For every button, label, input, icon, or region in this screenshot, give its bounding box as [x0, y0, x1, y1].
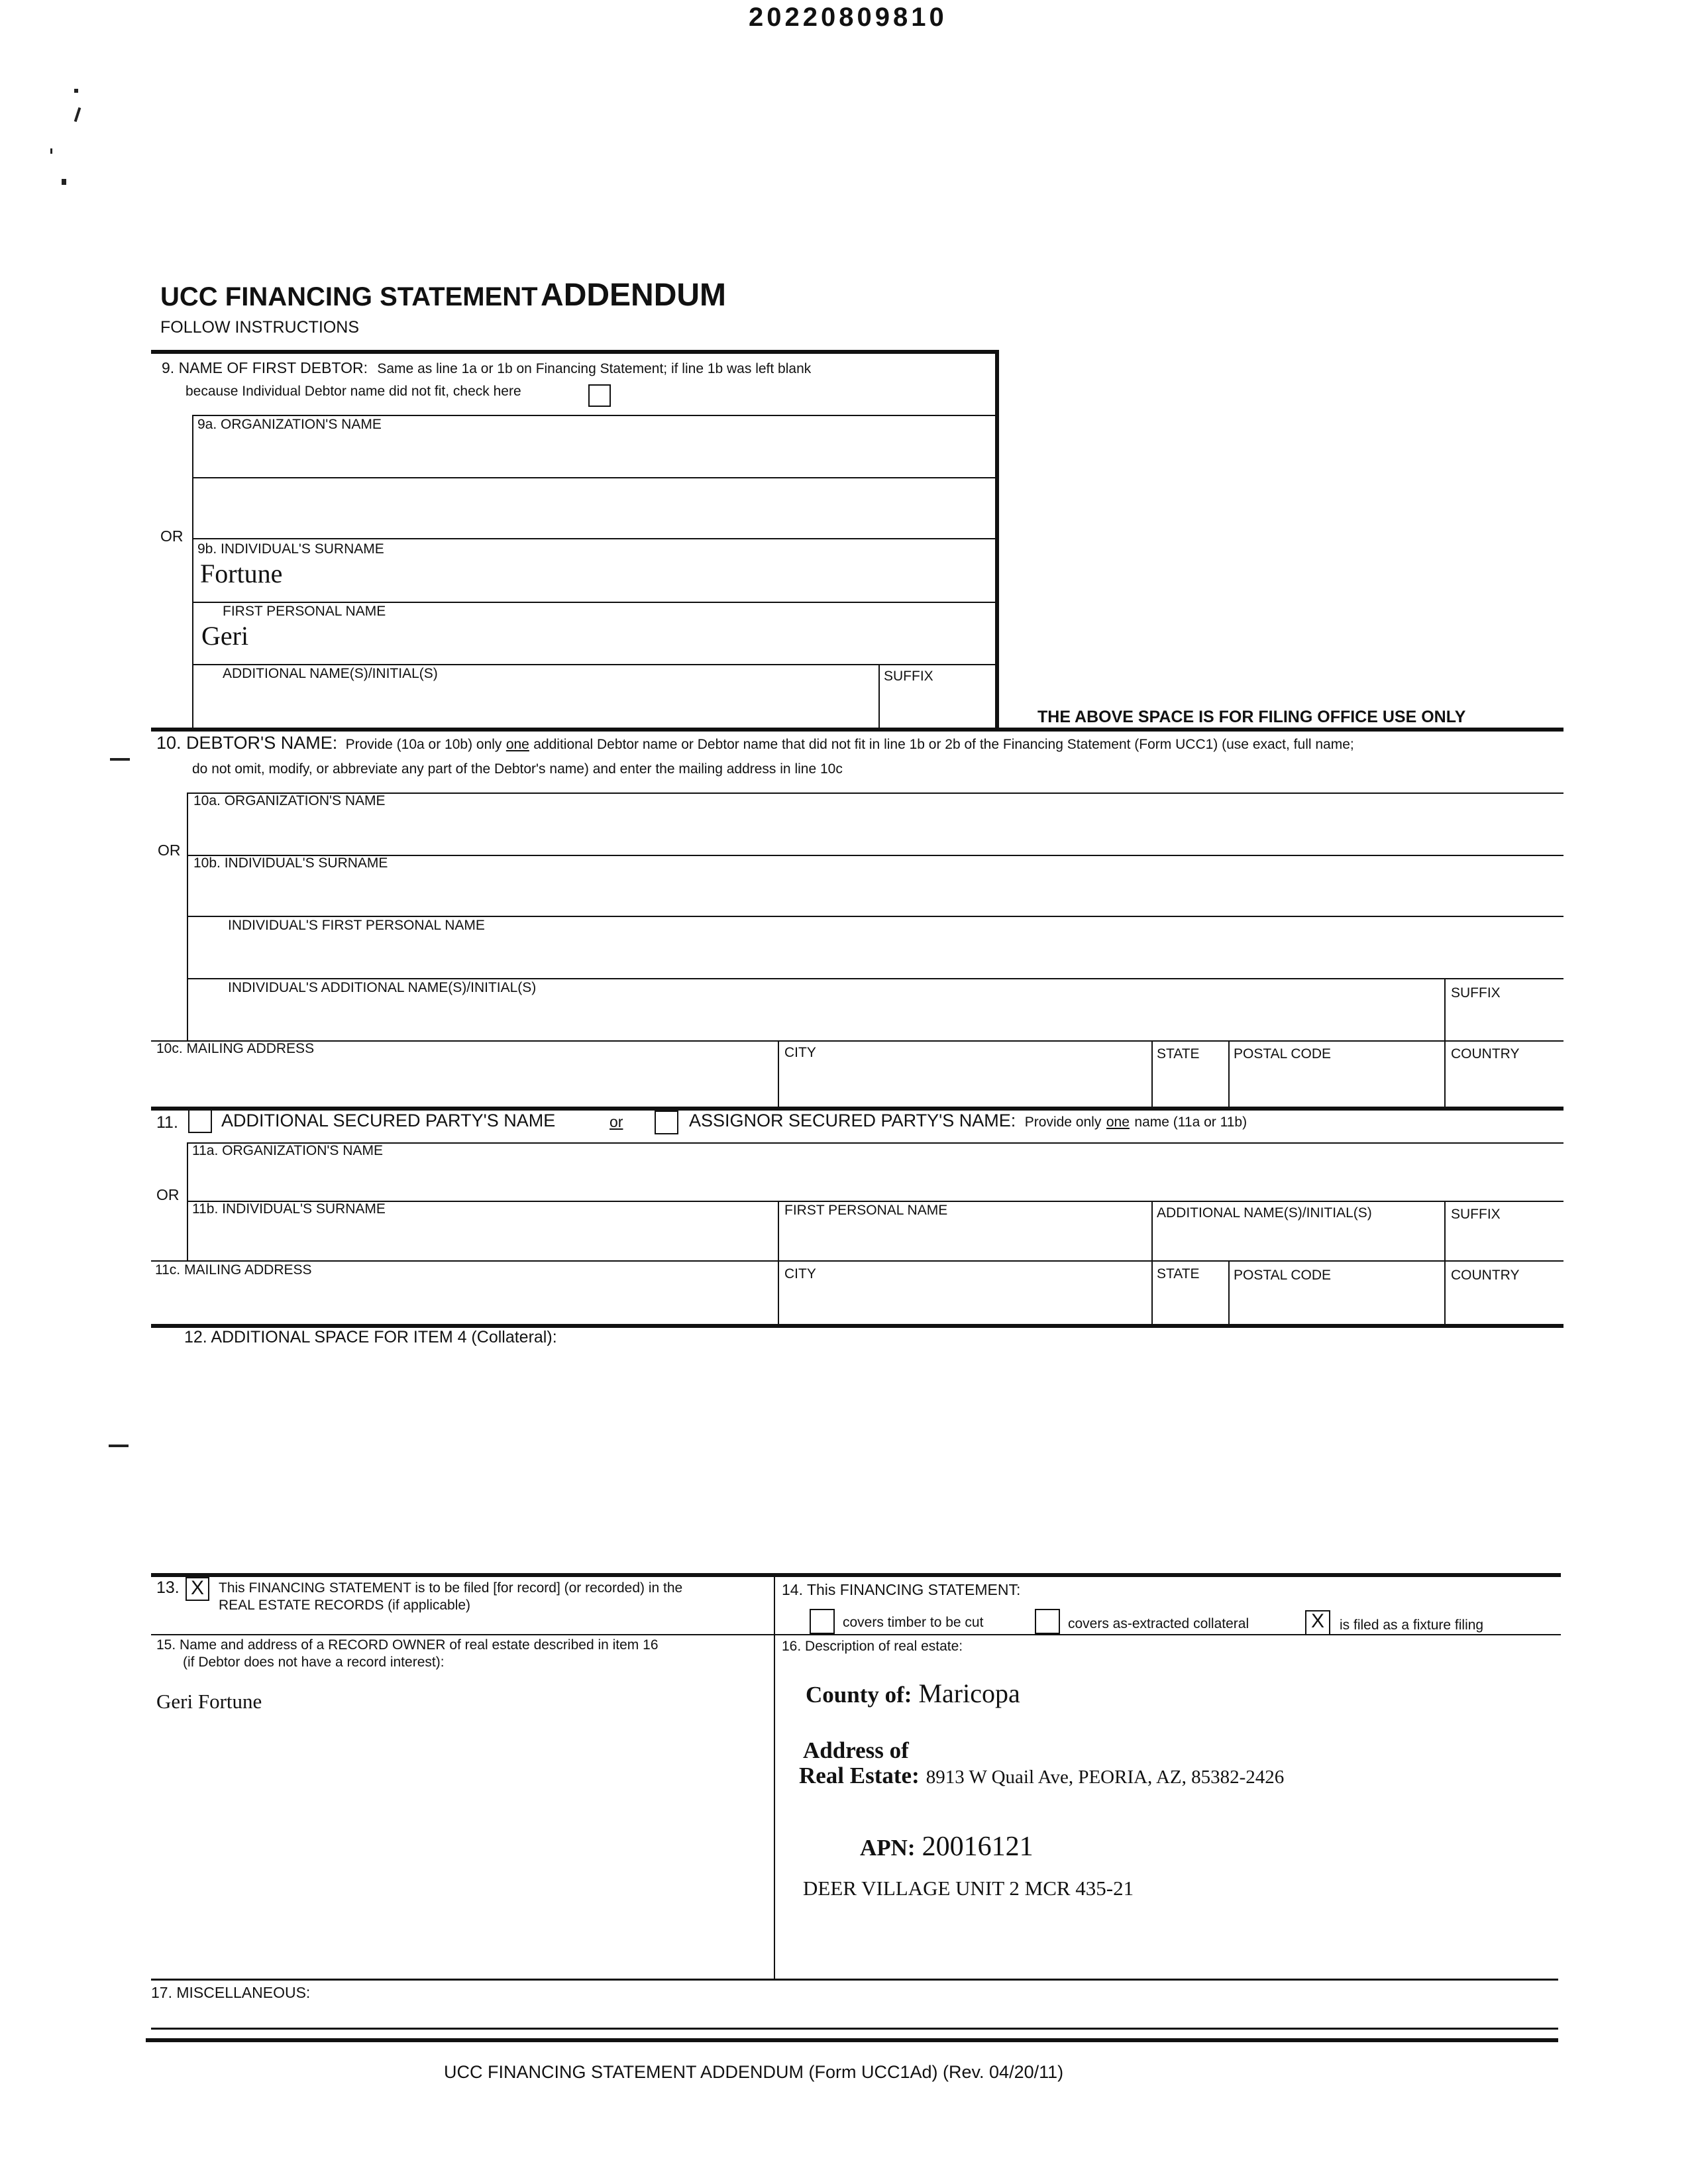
divider — [187, 1142, 1564, 1144]
section11-additional-name-label: ADDITIONAL NAME(S)/INITIAL(S) — [1157, 1205, 1372, 1221]
divider — [1151, 1040, 1153, 1107]
section10c-label: 10c. MAILING ADDRESS — [156, 1041, 315, 1056]
section10-state-label: STATE — [1157, 1046, 1200, 1062]
form-title-addendum: ADDENDUM — [541, 278, 727, 313]
divider — [778, 1260, 779, 1324]
footer-form-name: UCC FINANCING STATEMENT ADDENDUM (Form UCC1Ad) (Rev. 04/20/11) — [444, 2062, 1064, 2082]
divider — [192, 602, 996, 603]
section9-or-label: OR — [160, 527, 184, 545]
address-value[interactable]: 8913 W Quail Ave, PEORIA, AZ, 85382-2426 — [926, 1767, 1285, 1788]
section11-first-name-label: FIRST PERSONAL NAME — [784, 1203, 948, 1218]
section10-city-label: CITY — [784, 1045, 816, 1060]
section9-title: 9. NAME OF FIRST DEBTOR: — [162, 359, 368, 376]
section9-left-border — [192, 415, 193, 728]
section10-suffix-label: SUFFIX — [1451, 985, 1501, 1001]
section9-instruction: Same as line 1a or 1b on Financing Statement; if line 1b was left blank — [377, 361, 812, 376]
section9b-surname-value[interactable]: Fortune — [200, 559, 283, 588]
scan-mark — [110, 758, 130, 761]
section11-number: 11. — [156, 1113, 178, 1132]
section13-number: 13. — [156, 1578, 180, 1597]
section11-assignor-title: ASSIGNOR SECURED PARTY'S NAME: — [689, 1111, 1016, 1130]
form-title-main: UCC FINANCING STATEMENT — [160, 282, 538, 311]
section17-label: 17. MISCELLANEOUS: — [151, 1984, 311, 2001]
section13-text-line1: This FINANCING STATEMENT is to be filed [for record] (or recorded) in the — [219, 1580, 683, 1596]
section11-assignor-checkbox[interactable] — [655, 1111, 678, 1134]
divider — [187, 855, 1564, 856]
follow-instructions: FOLLOW INSTRUCTIONS — [160, 318, 360, 337]
form-title — [160, 280, 726, 311]
extracted-checkbox[interactable] — [1035, 1609, 1060, 1634]
divider — [151, 1634, 1561, 1635]
section10-instruction-b: additional Debtor name or Debtor name that did not fit in line 1b or 2b of the Financing Statement (Form UCC1) (use exact, full name; — [533, 737, 1354, 752]
section10-instruction-one: one — [505, 737, 529, 752]
divider — [1444, 1260, 1446, 1324]
divider — [1228, 1040, 1230, 1107]
section11a-label: 11a. ORGANIZATION'S NAME — [192, 1143, 383, 1158]
section9-label — [162, 360, 811, 376]
record-owner-name[interactable]: Geri Fortune — [156, 1690, 262, 1713]
section9b-label: 9b. INDIVIDUAL'S SURNAME — [197, 541, 384, 557]
section11-additional-checkbox[interactable] — [188, 1109, 212, 1133]
section14-label: 14. This FINANCING STATEMENT: — [782, 1581, 1021, 1598]
divider — [192, 477, 996, 478]
extracted-label: covers as-extracted collateral — [1068, 1616, 1249, 1631]
section9-instruction-line2: because Individual Debtor name did not fit, check here — [186, 384, 521, 399]
timber-checkbox[interactable] — [810, 1609, 835, 1634]
apn-line — [860, 1833, 1034, 1861]
divider — [1444, 1040, 1446, 1107]
divider — [1151, 1260, 1153, 1324]
section11-suffix-label: SUFFIX — [1451, 1207, 1501, 1222]
section13-checkbox[interactable]: X — [186, 1577, 209, 1601]
county-line — [806, 1680, 1020, 1707]
section11-instruction-one: one — [1106, 1115, 1130, 1130]
section10-label — [156, 734, 1354, 752]
section9-first-name-value[interactable]: Geri — [201, 621, 249, 651]
section11c-label: 11c. MAILING ADDRESS — [155, 1262, 312, 1278]
address-line — [799, 1764, 1284, 1787]
divider — [1444, 1201, 1446, 1260]
apn-value[interactable]: 20016121 — [922, 1831, 1034, 1862]
divider — [192, 664, 996, 665]
section10-additional-label: INDIVIDUAL'S ADDITIONAL NAME(S)/INITIAL(S) — [228, 980, 537, 995]
section11-or-word: or — [610, 1113, 623, 1130]
scan-mark — [74, 107, 81, 122]
scan-mark — [109, 1445, 129, 1447]
section9-top-border — [151, 350, 999, 354]
divider — [1228, 1260, 1230, 1324]
section16-label: 16. Description of real estate: — [782, 1639, 963, 1654]
county-value[interactable]: Maricopa — [918, 1678, 1020, 1708]
section15-label-line1: 15. Name and address of a RECORD OWNER of real estate described in item 16 — [156, 1637, 659, 1653]
address-label-line2: Real Estate: — [799, 1763, 920, 1788]
divider — [187, 916, 1564, 917]
divider — [151, 2028, 1558, 2030]
legal-description[interactable]: DEER VILLAGE UNIT 2 MCR 435-21 — [803, 1877, 1134, 1900]
divider — [1444, 978, 1446, 1040]
section9-additional-label: ADDITIONAL NAME(S)/INITIAL(S) — [223, 666, 438, 681]
section10-title: 10. DEBTOR'S NAME: — [156, 733, 338, 753]
section13-top-border — [151, 1573, 1561, 1577]
section13-text-line2: REAL ESTATE RECORDS (if applicable) — [219, 1598, 471, 1613]
document-number: 20220809810 — [749, 3, 947, 32]
divider — [187, 792, 1564, 794]
apn-label: APN: — [860, 1835, 916, 1861]
filing-office-note: THE ABOVE SPACE IS FOR FILING OFFICE USE ONLY — [1037, 708, 1466, 726]
section11-assignor-label — [689, 1112, 1247, 1130]
section11-instruction-a: Provide only — [1024, 1115, 1102, 1130]
section11-instruction-b: name (11a or 11b) — [1134, 1115, 1247, 1130]
section9-suffix-label: SUFFIX — [884, 669, 933, 684]
fixture-label: is filed as a fixture filing — [1340, 1617, 1484, 1633]
divider — [151, 1260, 1564, 1262]
section15-label-line2: (if Debtor does not have a record interest): — [183, 1655, 445, 1670]
section11-country-label: COUNTRY — [1451, 1268, 1520, 1283]
section10-first-name-label: INDIVIDUAL'S FIRST PERSONAL NAME — [228, 918, 485, 933]
divider — [778, 1040, 779, 1107]
section10-instruction-line2: do not omit, modify, or abbreviate any part of the Debtor's name) and enter the mailing address in line 10c — [192, 761, 843, 777]
section10-postal-label: POSTAL CODE — [1234, 1046, 1332, 1062]
divider — [1151, 1201, 1153, 1260]
section9a-label: 9a. ORGANIZATION'S NAME — [197, 417, 382, 432]
section10b-label: 10b. INDIVIDUAL'S SURNAME — [193, 855, 388, 871]
section11-state-label: STATE — [1157, 1266, 1200, 1282]
section17-bottom-border — [146, 2038, 1558, 2042]
divider — [187, 978, 1564, 979]
scan-mark — [74, 89, 78, 93]
section17-top-border — [151, 1979, 1558, 1981]
address-label-line1: Address of — [803, 1737, 909, 1763]
section10-or-label: OR — [158, 842, 181, 859]
section11-additional-label: ADDITIONAL SECURED PARTY'S NAME — [221, 1111, 556, 1130]
divider — [778, 1201, 779, 1260]
section11b-label: 11b. INDIVIDUAL'S SURNAME — [192, 1201, 386, 1217]
section10a-label: 10a. ORGANIZATION'S NAME — [193, 793, 386, 808]
divider — [192, 538, 996, 539]
section11-postal-label: POSTAL CODE — [1234, 1268, 1332, 1283]
scan-mark — [50, 148, 52, 154]
section10-country-label: COUNTRY — [1451, 1046, 1520, 1062]
fixture-checkbox[interactable]: X — [1305, 1610, 1330, 1635]
timber-label: covers timber to be cut — [843, 1615, 984, 1630]
section11-city-label: CITY — [784, 1266, 816, 1282]
section11-or-label: OR — [156, 1186, 180, 1203]
divider — [878, 664, 880, 728]
scan-mark — [62, 179, 66, 185]
section10-top-border — [151, 728, 1564, 732]
divider — [187, 1201, 1564, 1202]
divider — [192, 415, 996, 416]
section10-instruction-a: Provide (10a or 10b) only — [345, 737, 502, 752]
divider — [151, 1040, 1564, 1042]
section9-first-name-label: FIRST PERSONAL NAME — [223, 604, 386, 619]
county-label: County of: — [806, 1682, 912, 1708]
section9-checkbox[interactable] — [588, 384, 611, 407]
section12-label: 12. ADDITIONAL SPACE FOR ITEM 4 (Collateral): — [184, 1328, 557, 1346]
